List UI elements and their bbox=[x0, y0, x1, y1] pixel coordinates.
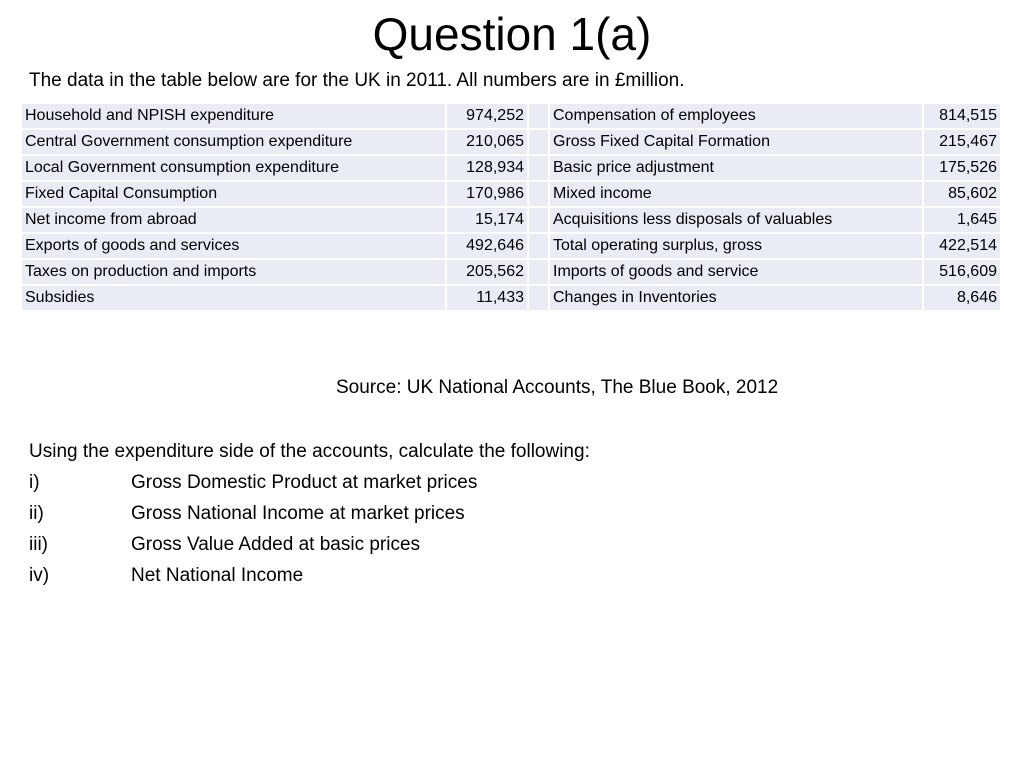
left-value-cell: 492,646 bbox=[446, 233, 528, 259]
gap-cell bbox=[528, 155, 549, 181]
gap-cell bbox=[528, 207, 549, 233]
right-label-cell: Basic price adjustment bbox=[549, 155, 923, 181]
right-label-cell: Imports of goods and service bbox=[549, 259, 923, 285]
question-text: Net National Income bbox=[131, 565, 304, 586]
left-label-cell: Household and NPISH expenditure bbox=[21, 103, 446, 129]
right-label-cell: Changes in Inventories bbox=[549, 285, 923, 311]
left-label-cell: Central Government consumption expenditure bbox=[21, 129, 446, 155]
question-number: ii) bbox=[29, 503, 44, 524]
accounts-table-body bbox=[21, 103, 1001, 311]
right-value-cell: 215,467 bbox=[923, 129, 1001, 155]
question-number: iv) bbox=[29, 565, 50, 586]
table-row bbox=[21, 285, 1001, 311]
left-value-cell: 210,065 bbox=[446, 129, 528, 155]
right-value-cell: 516,609 bbox=[923, 259, 1001, 285]
table-row bbox=[21, 181, 1001, 207]
gap-cell bbox=[528, 181, 549, 207]
left-label-cell: Fixed Capital Consumption bbox=[21, 181, 446, 207]
question-text: Gross National Income at market prices bbox=[131, 503, 465, 524]
gap-cell bbox=[528, 129, 549, 155]
slide-title: Question 1(a) bbox=[372, 8, 652, 60]
right-value-cell: 422,514 bbox=[923, 233, 1001, 259]
left-label-cell: Net income from abroad bbox=[21, 207, 446, 233]
gap-cell bbox=[528, 103, 549, 129]
left-value-cell: 15,174 bbox=[446, 207, 528, 233]
table-row bbox=[21, 259, 1001, 285]
left-value-cell: 170,986 bbox=[446, 181, 528, 207]
question-item bbox=[29, 529, 590, 560]
question-text: Gross Domestic Product at market prices bbox=[131, 472, 478, 493]
left-value-cell: 974,252 bbox=[446, 103, 528, 129]
right-label-cell: Total operating surplus, gross bbox=[549, 233, 923, 259]
right-label-cell: Gross Fixed Capital Formation bbox=[549, 129, 923, 155]
right-value-cell: 175,526 bbox=[923, 155, 1001, 181]
table-row bbox=[21, 129, 1001, 155]
instruction-text: Using the expenditure side of the accounts, calculate the following: bbox=[29, 441, 590, 462]
right-label-cell: Acquisitions less disposals of valuables bbox=[549, 207, 923, 233]
right-value-cell: 85,602 bbox=[923, 181, 1001, 207]
table-row bbox=[21, 207, 1001, 233]
table-row bbox=[21, 155, 1001, 181]
source-citation: Source: UK National Accounts, The Blue Book, 2012 bbox=[336, 377, 779, 398]
intro-text: The data in the table below are for the UK in 2011. All numbers are in £million. bbox=[29, 70, 685, 91]
gap-cell bbox=[528, 285, 549, 311]
gap-cell bbox=[528, 259, 549, 285]
question-item bbox=[29, 498, 590, 529]
gap-cell bbox=[528, 233, 549, 259]
table-row bbox=[21, 233, 1001, 259]
right-label-cell: Compensation of employees bbox=[549, 103, 923, 129]
question-item bbox=[29, 560, 590, 591]
question-number: iii) bbox=[29, 534, 48, 555]
question-item bbox=[29, 467, 590, 498]
question-list bbox=[29, 467, 590, 591]
right-value-cell: 814,515 bbox=[923, 103, 1001, 129]
left-value-cell: 11,433 bbox=[446, 285, 528, 311]
left-label-cell: Exports of goods and services bbox=[21, 233, 446, 259]
accounts-table bbox=[20, 102, 1002, 312]
left-label-cell: Subsidies bbox=[21, 285, 446, 311]
question-text: Gross Value Added at basic prices bbox=[131, 534, 421, 555]
right-value-cell: 8,646 bbox=[923, 285, 1001, 311]
table-row bbox=[21, 103, 1001, 129]
right-label-cell: Mixed income bbox=[549, 181, 923, 207]
left-label-cell: Local Government consumption expenditure bbox=[21, 155, 446, 181]
right-value-cell: 1,645 bbox=[923, 207, 1001, 233]
left-label-cell: Taxes on production and imports bbox=[21, 259, 446, 285]
question-number: i) bbox=[29, 472, 40, 493]
left-value-cell: 128,934 bbox=[446, 155, 528, 181]
instructions-block bbox=[29, 436, 590, 591]
left-value-cell: 205,562 bbox=[446, 259, 528, 285]
